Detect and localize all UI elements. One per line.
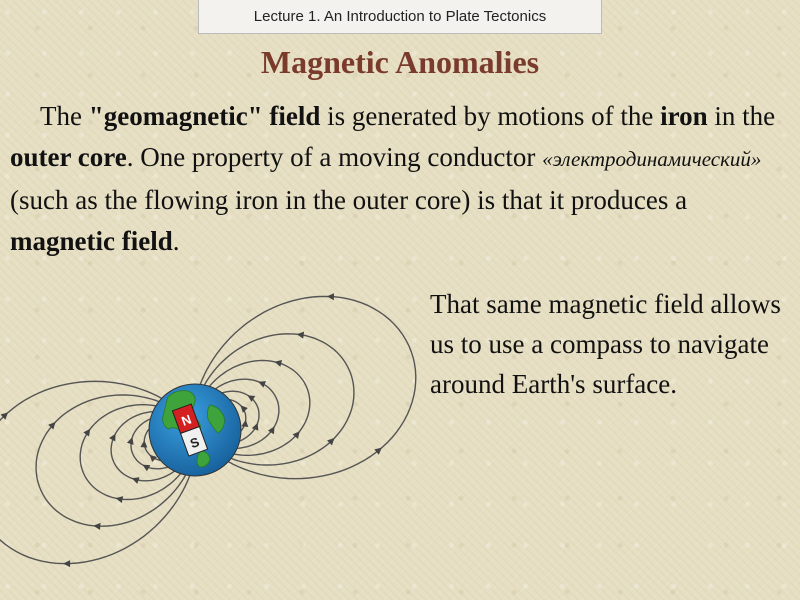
magnetic-field-diagram bbox=[0, 255, 420, 600]
para-bold-outer-core: outer core bbox=[10, 142, 127, 172]
field-arrow bbox=[109, 432, 118, 441]
para-bold-iron: iron bbox=[660, 101, 708, 131]
field-arrow bbox=[257, 378, 266, 387]
main-paragraph bbox=[10, 96, 790, 262]
para-text-4: . One property of a moving conductor bbox=[126, 142, 543, 172]
para-bold-geomagnetic: "geomagnetic" field bbox=[88, 101, 321, 131]
field-arrow bbox=[140, 440, 147, 447]
magnet-north-label: N bbox=[179, 411, 194, 429]
para-italic-russian: «электродинамический» bbox=[542, 147, 762, 171]
field-arrow bbox=[252, 422, 261, 431]
para-text-1: The bbox=[40, 101, 89, 131]
field-arrow bbox=[241, 419, 249, 427]
para-bold-magnetic-field: magnetic field bbox=[10, 226, 173, 256]
para-text-3: in the bbox=[707, 101, 776, 131]
side-paragraph: That same magnetic field allows us to use a compass to navigate around Earth's surface. bbox=[430, 289, 781, 399]
field-arrow bbox=[127, 436, 136, 445]
para-text-5: (such as the flowing iron in the outer core) is that it produces a bbox=[10, 185, 688, 215]
field-arrow bbox=[63, 560, 70, 567]
lecture-header: Lecture 1. An Introduction to Plate Tectonics bbox=[198, 0, 602, 34]
field-arrow bbox=[327, 293, 334, 300]
field-arrow bbox=[296, 331, 304, 339]
field-arrow bbox=[93, 522, 101, 530]
magnet-south-label: S bbox=[187, 434, 202, 452]
field-arrow bbox=[141, 462, 151, 472]
field-arrow bbox=[274, 358, 282, 366]
para-text-2: is generated by motions of the bbox=[320, 101, 661, 131]
para-text-6: . bbox=[172, 226, 180, 256]
field-arrow bbox=[131, 475, 140, 484]
slide-title: Magnetic Anomalies bbox=[260, 44, 540, 80]
